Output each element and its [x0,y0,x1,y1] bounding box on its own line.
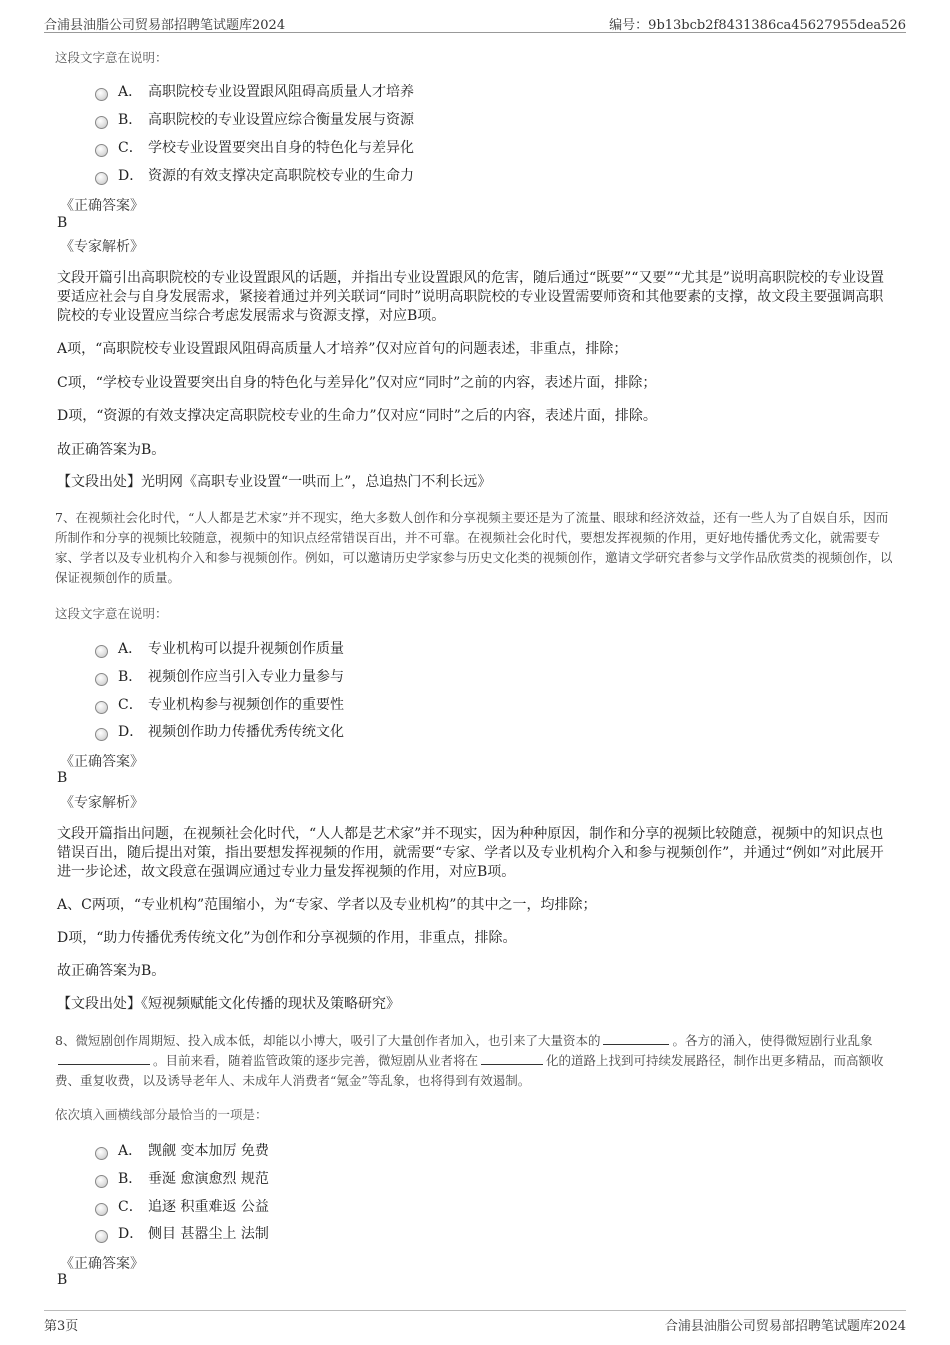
q7-answer: B [57,770,68,786]
radio-icon[interactable] [95,116,108,129]
radio-icon[interactable] [95,1203,108,1216]
q8-question [55,1031,900,1091]
option-letter: C． [118,1199,143,1215]
q8-option-a[interactable] [95,1140,269,1160]
option-letter: A． [118,1143,143,1159]
radio-icon[interactable] [95,673,108,686]
q6-option-a[interactable] [95,81,414,101]
radio-icon[interactable] [95,88,108,101]
q8-text-2: 。各方的涌入，使得微短剧行业乱象 [672,1033,873,1048]
option-letter: A． [118,641,143,657]
option-letter: D． [118,724,144,740]
blank-2 [58,1052,150,1065]
q8-text-1: 8、微短剧创作周期短、投入成本低，却能以小博大，吸引了大量创作者加入，也引来了大量资本的 [55,1033,601,1048]
q6-analysis-main: 文段开篇引出高职院校的专业设置跟风的话题，并指出专业设置跟风的危害，随后通过“既要”“又要”“尤其是”说明高职院校的专业设置要适应社会与自身发展需求，紧接着通过并列关联词“同时”说明高职院校的专业设置需要师资和其他要素的支撑，故文段主要强调高职院校的专业设置应当综合考虑发展需求与资源支撑，对应B项。 [57,270,884,324]
q8-answer: B [57,1272,68,1288]
page-number: 第3页 [44,1319,79,1334]
footer-title: 合浦县油脂公司贸易部招聘笔试题库2024 [664,1319,906,1334]
q6-answer: B [57,215,68,231]
option-letter: D． [118,168,144,184]
q6-option-d[interactable] [95,165,414,185]
radio-icon[interactable] [95,1175,108,1188]
q7-option-b[interactable] [95,666,344,686]
q6-analysis-d: D项，“资源的有效支撑决定高职院校专业的生命力”仅对应“同时”之后的内容，表述片面，排除。 [57,408,657,424]
q7-option-c[interactable] [95,694,344,714]
q7-option-a[interactable] [95,638,344,658]
q7-analysis-label: 《专家解析》 [60,795,144,811]
q7-prompt: 这段文字意在说明： [55,606,168,621]
q8-text-3: 。目前来看，随着监管政策的逐步完善，微短剧从业者将在 [153,1053,479,1068]
option-text: 视频创作应当引入专业力量参与 [148,669,344,685]
q8-answer-label: 《正确答案》 [60,1256,144,1272]
option-letter: D． [118,1226,144,1242]
page-header [44,10,906,33]
option-text: 资源的有效支撑决定高职院校专业的生命力 [148,168,414,184]
option-letter: C． [118,697,143,713]
q6-answer-label: 《正确答案》 [60,198,144,214]
q6-prompt: 这段文字意在说明： [55,50,168,65]
option-text: 视频创作助力传播优秀传统文化 [148,724,344,740]
q7-answer-label: 《正确答案》 [60,754,144,770]
blank-1 [603,1032,669,1045]
q8-text-4: 化的道路上找到可持续发展路径，制作出更多精品，而高额收费、重复收费，以及诱导老年人、未成年人消费者“氪金”等乱象，也将得到有效遏制。 [55,1053,884,1088]
q6-source: 【文段出处】光明网《高职专业设置“一哄而上”，总追热门不利长远》 [57,474,492,490]
radio-icon[interactable] [95,144,108,157]
q7-source: 【文段出处】《短视频赋能文化传播的现状及策略研究》 [57,996,400,1012]
option-text: 专业机构可以提升视频创作质量 [148,641,344,657]
q7-analysis-ac: A、C两项，“专业机构”范围缩小，为“专家、学者以及专业机构”的其中之一，均排除； [57,897,597,913]
option-text: 学校专业设置要突出自身的特色化与差异化 [148,140,414,156]
q7-conclusion: 故正确答案为B。 [57,963,166,979]
q8-option-b[interactable] [95,1168,269,1188]
option-letter: B． [118,112,143,128]
q8-option-d[interactable] [95,1223,269,1243]
radio-icon[interactable] [95,1147,108,1160]
q7-option-d[interactable] [95,721,344,741]
q8-option-c[interactable] [95,1196,269,1216]
option-letter: B． [118,1171,143,1187]
q7-question: 7、在视频社会化时代，“人人都是艺术家”并不现实，绝大多数人创作和分享视频主要还是为了流量、眼球和经济效益，还有一些人为了自娱自乐，因而所制作和分享的视频比较随意，视频中的知识点经常错误百出，并不可靠。在视频社会化时代，要想发挥视频的作用，更好地传播优秀文化，就需要专家、学者以及专业机构介入和参与视频创作。例如，可以邀请历史学家参与历史文化类的视频创作，邀请文学研究者参与文学作品欣赏类的视频创作，以保证视频创作的质量。 [55,510,893,585]
radio-icon[interactable] [95,172,108,185]
q6-analysis-label: 《专家解析》 [60,239,144,255]
q6-conclusion: 故正确答案为B。 [57,442,166,458]
option-text: 觊觎 变本加厉 免费 [148,1143,269,1159]
option-letter: B． [118,669,143,685]
q7-analysis-d: D项，“助力传播优秀传统文化”为创作和分享视频的作用，非重点，排除。 [57,930,517,946]
option-text: 专业机构参与视频创作的重要性 [148,697,344,713]
header-title: 合浦县油脂公司贸易部招聘笔试题库2024 [44,18,286,33]
blank-3 [481,1052,543,1065]
option-text: 高职院校专业设置跟风阻碍高质量人才培养 [148,84,414,100]
page-footer [44,1310,906,1335]
radio-icon[interactable] [95,1230,108,1243]
radio-icon[interactable] [95,701,108,714]
q6-analysis-a: A项，“高职院校专业设置跟风阻碍高质量人才培养”仅对应首句的问题表述，非重点，排除； [57,341,628,357]
header-serial: 编号：9b13bcb2f8431386ca45627955dea526 [609,18,906,33]
option-letter: C． [118,140,143,156]
radio-icon[interactable] [95,645,108,658]
q6-option-b[interactable] [95,109,414,129]
q6-option-c[interactable] [95,137,414,157]
q8-prompt: 依次填入画横线部分最恰当的一项是： [55,1107,268,1122]
option-text: 垂涎 愈演愈烈 规范 [148,1171,269,1187]
q7-analysis-main: 文段开篇指出问题，在视频社会化时代，“人人都是艺术家”并不现实，因为种种原因，制作和分享的视频比较随意，视频中的知识点也错误百出，随后提出对策，指出要想发挥视频的作用，就需要“专家、学者以及专业机构介入和参与视频创作”，并通过“例如”对此展开进一步论述，故文段意在强调应通过专业力量发挥视频的作用，对应B项。 [57,826,884,880]
q6-analysis-c: C项，“学校专业设置要突出自身的特色化与差异化”仅对应“同时”之前的内容，表述片面，排除； [57,375,657,391]
radio-icon[interactable] [95,728,108,741]
option-letter: A． [118,84,143,100]
option-text: 高职院校的专业设置应综合衡量发展与资源 [148,112,414,128]
option-text: 追逐 积重难返 公益 [148,1199,269,1215]
option-text: 侧目 甚嚣尘上 法制 [148,1226,269,1242]
